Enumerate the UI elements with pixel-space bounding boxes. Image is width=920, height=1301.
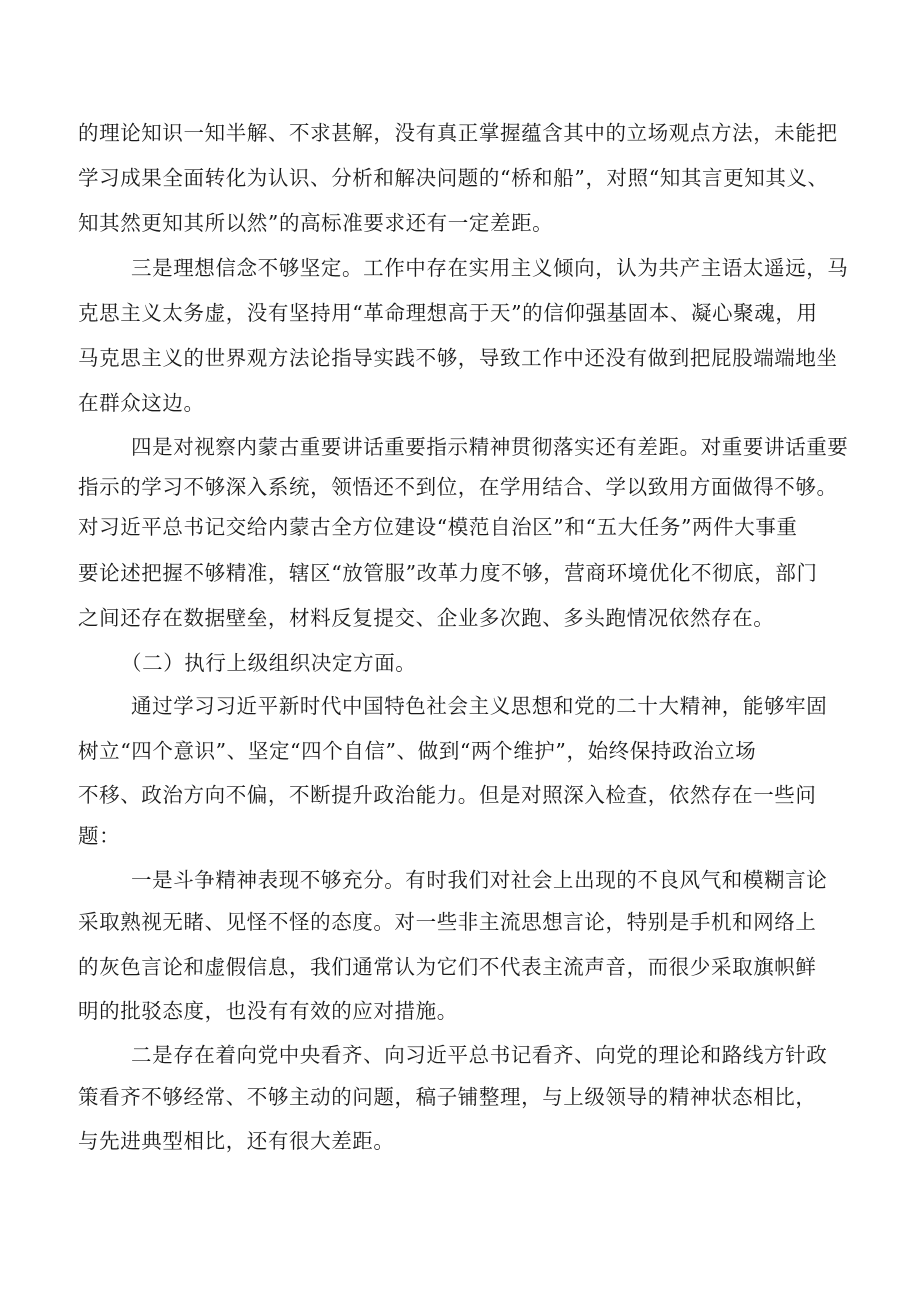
text-line: 一是斗争精神表现不够充分。有时我们对社会上出现的不良风气和模糊言论	[131, 868, 828, 892]
text-line: 马克思主义的世界观方法论指导实践不够，导致工作中还没有做到把屁股端端地坐	[78, 346, 838, 370]
text-line: 不移、政治方向不偏，不断提升政治能力。但是对照深入检查，依然存在一些问	[78, 783, 817, 807]
text-line: 二是存在着向党中央看齐、向习近平总书记看齐、向党的理论和路线方针政	[131, 1043, 828, 1067]
text-line: 要论述把握不够精准，辖区“放管服”改革力度不够，营商环境优化不彻底，部门	[78, 561, 818, 585]
text-line: 对习近平总书记交给内蒙古全方位建设“模范自治区”和“五大任务”两件大事重	[78, 515, 798, 539]
text-line: 策看齐不够经常、不够主动的问题，稿子铺整理，与上级领导的精神状态相比，	[78, 1085, 817, 1109]
text-line: 三是理想信念不够坚定。工作中存在实用主义倾向，认为共产主语太遥远，马	[131, 256, 849, 280]
section-heading: （二）执行上级组织决定方面。	[121, 651, 417, 675]
text-line: 明的批驳态度，也没有有效的应对措施。	[78, 999, 458, 1023]
text-line: 之间还存在数据壁垒，材料反复提交、企业多次跑、多头跑情况依然存在。	[78, 606, 775, 630]
text-line: 题：	[78, 824, 121, 848]
text-line: 采取熟视无睹、见怪不怪的态度。对一些非主流思想言论，特别是手机和网络上	[78, 910, 817, 934]
text-line: 的灰色言论和虚假信息，我们通常认为它们不代表主流声音，而很少采取旗帜鲜	[78, 955, 817, 979]
text-line: 树立“四个意识”、坚定“四个自信”、做到“两个维护”，始终保持政治立场	[78, 739, 757, 763]
text-line: 在群众这边。	[78, 391, 205, 415]
text-line: 克思主义太务虚，没有坚持用“革命理想高于天”的信仰强基固本、凝心聚魂，用	[78, 301, 818, 325]
text-line: 与先进典型相比，还有很大差距。	[78, 1129, 395, 1153]
text-line: 学习成果全面转化为认识、分析和解决问题的“桥和船”，对照“知其言更知其义、	[78, 166, 829, 190]
text-line: 的理论知识一知半解、不求甚解，没有真正掌握蕴含其中的立场观点方法，未能把	[78, 121, 838, 145]
text-line: 知其然更知其所以然”的高标准要求还有一定差距。	[78, 211, 554, 235]
text-line: 四是对视察内蒙古重要讲话重要指示精神贯彻落实还有差距。对重要讲话重要	[131, 435, 849, 459]
text-line: 通过学习习近平新时代中国特色社会主义思想和党的二十大精神，能够牢固	[131, 694, 828, 718]
text-line: 指示的学习不够深入系统，领悟还不到位，在学用结合、学以致用方面做得不够。	[78, 475, 838, 499]
